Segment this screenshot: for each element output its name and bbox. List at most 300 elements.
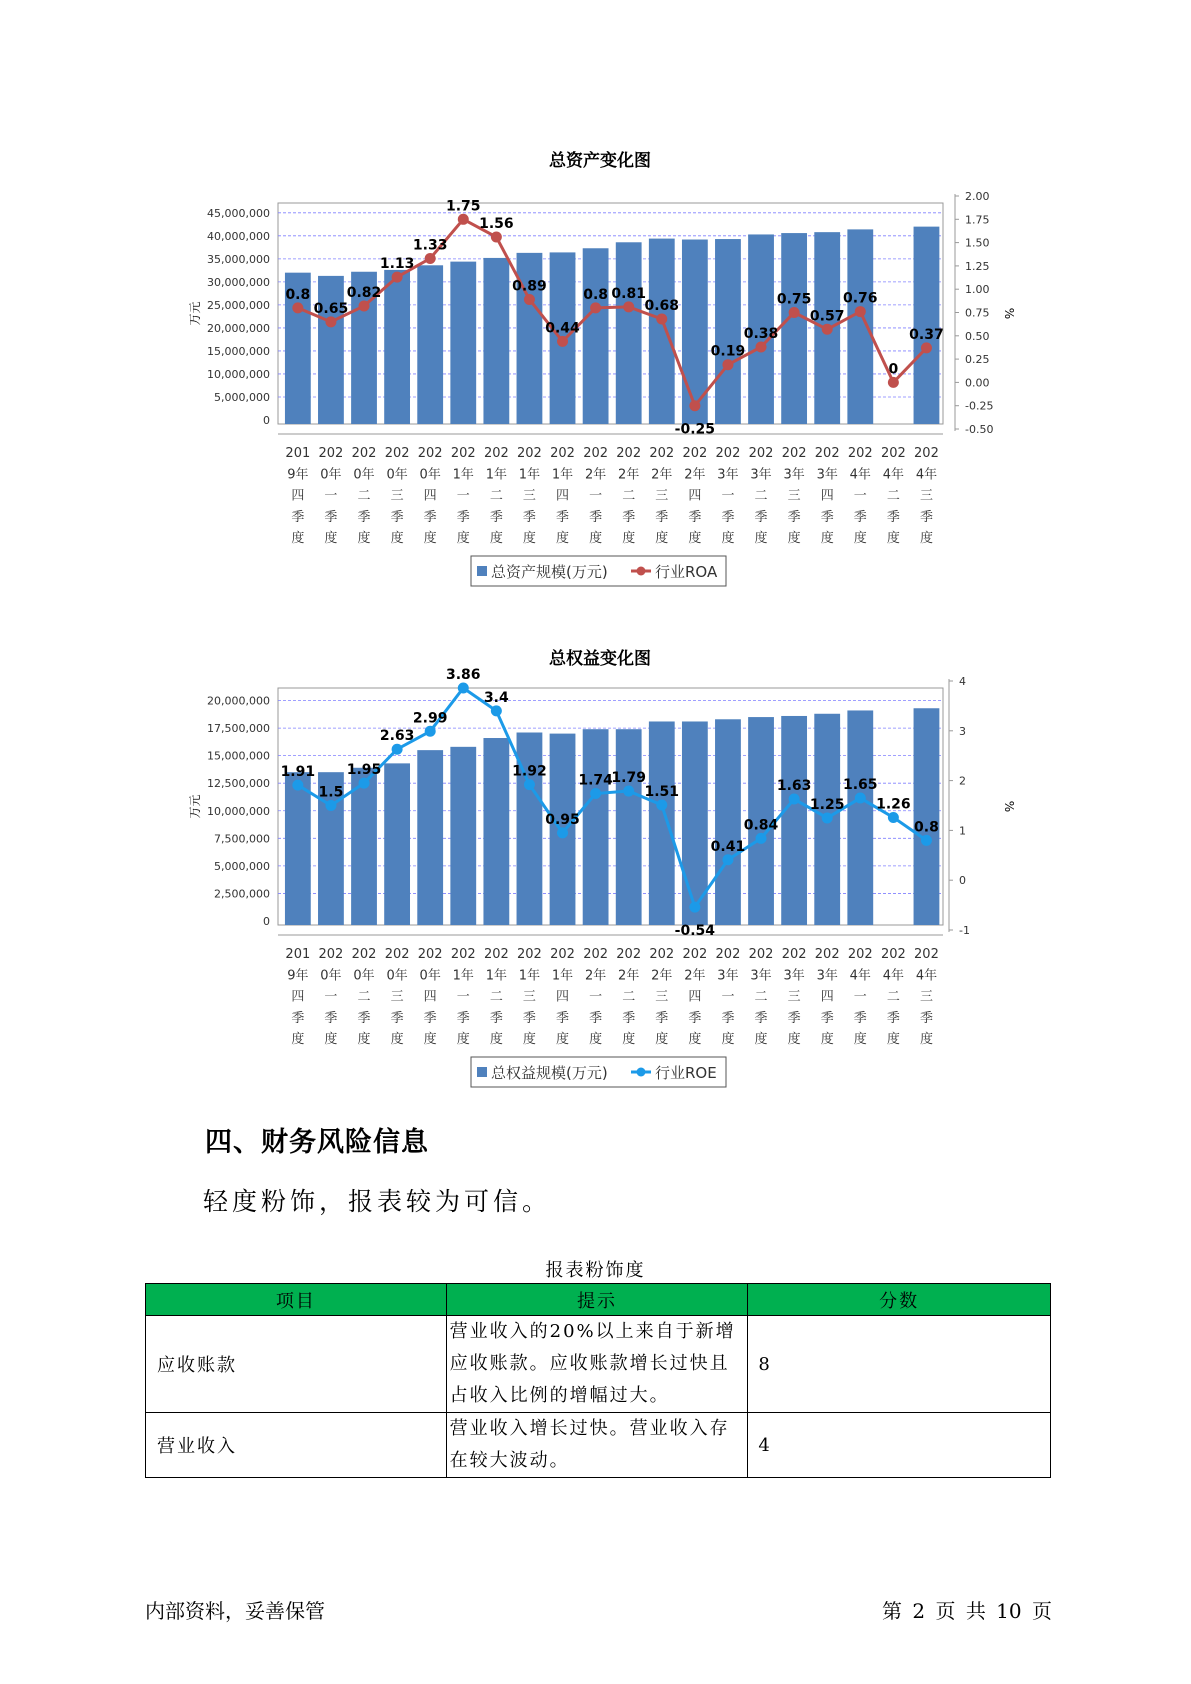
data-label: 1.79 [611, 770, 646, 787]
x-tick-label: 度 [390, 1032, 404, 1048]
row-score: 8 [748, 1316, 1051, 1413]
series-point [623, 786, 634, 797]
x-tick-label: 4年 [915, 467, 938, 483]
data-label: 2.63 [379, 728, 415, 745]
x-tick-label: 季 [589, 1010, 603, 1026]
x-tick-label: 202 [550, 446, 575, 461]
x-tick-label: 202 [616, 446, 642, 461]
y2-tick-label: -0.50 [965, 423, 994, 436]
bar [781, 716, 807, 925]
x-tick-label: 季 [919, 1010, 933, 1026]
x-tick-label: 三 [522, 989, 536, 1005]
x-tick-label: 季 [919, 509, 933, 525]
x-tick-label: 二 [622, 989, 636, 1005]
x-tick-label: 季 [754, 509, 768, 525]
data-label: 0.57 [809, 308, 845, 325]
legend-bar-label: 总权益规模(万元) [491, 1064, 608, 1082]
x-tick-label: 度 [820, 1032, 834, 1048]
x-tick-label: 季 [853, 1010, 867, 1026]
x-tick-label: 度 [423, 531, 437, 547]
x-tick-label: 9年 [287, 968, 309, 984]
x-tick-label: 二 [886, 989, 900, 1005]
x-tick-label: 一 [853, 989, 867, 1005]
x-tick-label: 度 [489, 531, 503, 547]
data-label: 0.89 [512, 278, 547, 295]
x-tick-label: 季 [820, 1010, 834, 1026]
x-tick-label: 度 [853, 531, 867, 547]
x-tick-label: 四 [556, 488, 570, 504]
series-point [789, 794, 800, 805]
x-tick-label: 二 [622, 488, 636, 504]
row-item: 应收账款 [146, 1316, 447, 1413]
x-tick-label: 202 [450, 446, 476, 461]
legend-line-marker [637, 1068, 646, 1077]
data-label: 1.63 [776, 778, 812, 795]
data-label: 1.51 [644, 784, 680, 801]
x-tick-label: 0年 [320, 968, 342, 984]
series-point [425, 726, 436, 737]
x-tick-label: 四 [820, 989, 834, 1005]
col-header-score: 分数 [748, 1284, 1051, 1316]
x-tick-label: 202 [351, 947, 377, 962]
data-label: 1.74 [578, 772, 613, 789]
x-tick-label: 4年 [882, 467, 905, 483]
x-tick-label: 季 [787, 509, 801, 525]
y-axis-label: 万元 [188, 794, 202, 819]
data-label: 2.99 [412, 710, 448, 727]
bar [483, 738, 509, 925]
x-tick-label: 度 [820, 531, 834, 547]
x-tick-label: 二 [754, 989, 768, 1005]
x-tick-label: 度 [886, 1032, 900, 1048]
x-tick-label: 度 [853, 1032, 867, 1048]
x-tick-label: 四 [688, 989, 702, 1005]
series-point [590, 788, 601, 799]
x-tick-label: 2年 [651, 467, 673, 483]
x-tick-label: 3年 [750, 968, 772, 984]
x-tick-label: 季 [556, 1010, 570, 1026]
data-label: 3.86 [446, 666, 481, 683]
col-header-item: 项目 [146, 1284, 447, 1316]
x-tick-label: 二 [357, 989, 371, 1005]
x-tick-label: 4年 [915, 968, 938, 984]
x-tick-label: 四 [556, 989, 570, 1005]
y2-tick-label: 0.25 [965, 353, 990, 367]
x-tick-label: 度 [886, 531, 900, 547]
data-label: 0.95 [545, 811, 580, 828]
x-tick-label: 202 [450, 947, 476, 962]
series-point [458, 682, 469, 693]
data-label: 0.65 [313, 300, 349, 317]
x-tick-label: 三 [655, 989, 669, 1005]
x-tick-label: 三 [655, 488, 669, 504]
x-tick-label: 3年 [717, 467, 739, 483]
y-tick-label: 7,500,000 [214, 832, 270, 846]
col-header-tip: 提示 [446, 1284, 748, 1316]
x-tick-label: 度 [622, 1032, 636, 1048]
x-tick-label: 三 [919, 488, 933, 504]
x-tick-label: 度 [456, 531, 470, 547]
x-tick-label: 一 [853, 488, 867, 504]
x-tick-label: 季 [423, 509, 437, 525]
x-tick-label: 季 [754, 1010, 768, 1026]
x-tick-label: 1年 [551, 968, 574, 984]
x-tick-label: 季 [324, 509, 338, 525]
x-tick-label: 季 [522, 509, 536, 525]
x-tick-label: 季 [655, 1010, 669, 1026]
series-point [656, 800, 667, 811]
x-tick-label: 季 [886, 509, 900, 525]
x-tick-label: 四 [423, 488, 437, 504]
y-tick-label: 20,000,000 [207, 321, 270, 335]
x-tick-label: 度 [589, 531, 603, 547]
y-tick-label: 35,000,000 [207, 252, 270, 266]
x-tick-label: 季 [787, 1010, 801, 1026]
series-point [822, 812, 833, 823]
x-tick-label: 度 [754, 531, 768, 547]
data-label: 0.41 [710, 838, 746, 855]
row-tip: 营业收入的20%以上来自于新增应收账款。应收账款增长过快且占收入比例的增幅过大。 [446, 1316, 748, 1413]
x-tick-label: 季 [721, 509, 735, 525]
y-tick-label: 25,000,000 [207, 298, 270, 312]
x-tick-label: 季 [324, 1010, 338, 1026]
y-tick-label: 20,000,000 [207, 694, 270, 708]
bar [914, 708, 940, 925]
data-label: -0.54 [674, 923, 716, 940]
series-point [325, 800, 336, 811]
x-tick-label: 度 [556, 1032, 570, 1048]
bar [715, 719, 741, 925]
x-tick-label: 202 [417, 446, 443, 461]
x-tick-label: 2年 [584, 968, 607, 984]
x-tick-label: 三 [787, 488, 801, 504]
x-tick-label: 二 [357, 488, 371, 504]
x-tick-label: 季 [886, 1010, 900, 1026]
row-item: 营业收入 [146, 1413, 447, 1478]
x-tick-label: 一 [456, 488, 470, 504]
x-tick-label: 202 [583, 947, 609, 962]
x-tick-label: 季 [357, 1010, 371, 1026]
x-tick-label: 202 [914, 947, 939, 962]
data-label: 1.65 [843, 777, 878, 794]
x-tick-label: 202 [781, 446, 807, 461]
x-tick-label: 度 [423, 1032, 437, 1048]
x-tick-label: 202 [517, 446, 542, 461]
x-tick-label: 4年 [849, 968, 871, 984]
x-tick-label: 度 [787, 531, 801, 547]
y2-tick-label: 0 [959, 874, 966, 888]
data-label: 0.19 [710, 343, 746, 360]
x-tick-label: 季 [688, 1010, 702, 1026]
x-tick-label: 3年 [750, 467, 772, 483]
risk-summary: 轻度粉饰，报表较为可信。 [203, 1187, 552, 1216]
x-tick-label: 202 [847, 947, 873, 962]
y2-tick-label: 2 [959, 774, 966, 788]
x-tick-label: 202 [880, 947, 906, 962]
x-tick-label: 3年 [816, 467, 838, 483]
x-tick-label: 度 [688, 531, 702, 547]
data-label: 1.91 [280, 764, 316, 781]
x-tick-label: 0年 [353, 467, 375, 483]
x-tick-label: 1年 [485, 968, 507, 984]
y2-tick-label: 3 [959, 724, 966, 738]
x-tick-label: 度 [787, 1032, 801, 1048]
data-label: 0.68 [644, 298, 680, 315]
series-point [888, 812, 899, 823]
x-tick-label: 季 [522, 1010, 536, 1026]
bar [351, 768, 377, 925]
x-tick-label: 202 [583, 446, 609, 461]
x-tick-label: 2年 [651, 968, 673, 984]
y-tick-label: 10,000,000 [207, 367, 270, 381]
data-label: 0.38 [743, 325, 779, 342]
x-tick-label: 度 [357, 531, 371, 547]
y-tick-label: 15,000,000 [207, 344, 270, 358]
x-tick-label: 0年 [386, 968, 408, 984]
x-tick-label: 3年 [783, 467, 805, 483]
series-point [292, 780, 303, 791]
x-tick-label: 202 [847, 446, 873, 461]
x-tick-label: 季 [390, 509, 404, 525]
x-tick-label: 201 [285, 947, 311, 962]
x-tick-label: 季 [456, 1010, 470, 1026]
x-tick-label: 1年 [452, 467, 474, 483]
y-tick-label: 45,000,000 [207, 206, 270, 220]
x-tick-label: 201 [285, 446, 311, 461]
section-heading: 四、财务风险信息 [205, 1127, 429, 1158]
bar [285, 772, 311, 925]
x-tick-label: 202 [384, 446, 410, 461]
y-tick-label: 5,000,000 [214, 859, 270, 873]
y-tick-label: 15,000,000 [207, 749, 270, 763]
x-tick-label: 0年 [353, 968, 375, 984]
x-tick-label: 度 [291, 1032, 305, 1048]
bar [583, 729, 609, 925]
legend-bar-label: 总资产规模(万元) [491, 563, 608, 581]
data-label: 0.8 [583, 286, 609, 303]
y2-axis-label: % [1002, 800, 1016, 813]
x-tick-label: 2年 [584, 467, 607, 483]
data-label: 0.8 [285, 286, 311, 303]
series-point [722, 854, 733, 865]
x-tick-label: 度 [324, 1032, 338, 1048]
x-tick-label: 202 [748, 446, 774, 461]
series-point [524, 779, 535, 790]
bar [616, 729, 642, 925]
x-tick-label: 度 [919, 531, 933, 547]
x-tick-label: 季 [655, 509, 669, 525]
x-tick-label: 一 [589, 488, 603, 504]
data-label: 1.75 [446, 198, 481, 215]
row-score: 4 [748, 1413, 1051, 1478]
x-tick-label: 202 [351, 446, 377, 461]
x-tick-label: 三 [919, 989, 933, 1005]
x-tick-label: 度 [357, 1032, 371, 1048]
x-tick-label: 202 [649, 947, 675, 962]
y-tick-label: 2,500,000 [214, 887, 270, 901]
x-tick-label: 2年 [618, 968, 640, 984]
x-tick-label: 度 [655, 1032, 669, 1048]
x-tick-label: 202 [914, 446, 939, 461]
chart-title: 总权益变化图 [549, 649, 651, 669]
x-tick-label: 202 [814, 446, 840, 461]
x-tick-label: 4年 [882, 968, 905, 984]
footer-confidential: 内部资料，妥善保管 [145, 1599, 325, 1623]
y2-tick-label: 1.25 [965, 259, 990, 273]
y2-tick-label: 0.75 [965, 306, 990, 320]
series-point [855, 793, 866, 804]
x-tick-label: 季 [423, 1010, 437, 1026]
data-label: 0.84 [743, 817, 779, 834]
data-label: 1.33 [412, 237, 448, 254]
x-tick-label: 2年 [618, 467, 640, 483]
x-tick-label: 季 [589, 509, 603, 525]
data-label: 0.75 [776, 291, 812, 308]
bar [847, 710, 873, 925]
series-point [359, 778, 370, 789]
series-point [557, 827, 568, 838]
y2-tick-label: 1 [959, 824, 966, 838]
x-tick-label: 一 [589, 989, 603, 1005]
y2-tick-label: 2.00 [965, 190, 990, 203]
x-tick-label: 四 [820, 488, 834, 504]
data-label: 1.95 [346, 762, 382, 779]
x-tick-label: 3年 [783, 968, 805, 984]
y2-tick-label: -1 [959, 924, 970, 937]
x-tick-label: 202 [417, 947, 443, 962]
x-tick-label: 二 [754, 488, 768, 504]
y2-axis-label: % [1002, 307, 1016, 320]
x-tick-label: 202 [649, 446, 675, 461]
y-tick-label: 5,000,000 [214, 390, 270, 404]
legend-line-label: 行业ROE [655, 1064, 717, 1082]
series-point [921, 835, 932, 846]
x-tick-label: 2年 [684, 467, 706, 483]
data-label: 0.81 [611, 285, 646, 302]
x-tick-label: 季 [489, 509, 503, 525]
x-tick-label: 二 [886, 488, 900, 504]
x-tick-label: 度 [522, 531, 536, 547]
x-tick-label: 202 [715, 446, 741, 461]
legend-bar-swatch [477, 1067, 487, 1077]
y2-tick-label: 4 [959, 675, 966, 688]
x-tick-label: 202 [384, 947, 410, 962]
chart-title: 总资产变化图 [549, 151, 651, 171]
x-tick-label: 202 [880, 446, 906, 461]
x-tick-label: 度 [721, 1032, 735, 1048]
data-label: 0.76 [843, 290, 878, 307]
x-tick-label: 202 [318, 446, 344, 461]
x-tick-label: 1年 [485, 467, 507, 483]
x-tick-label: 季 [688, 509, 702, 525]
x-tick-label: 季 [853, 509, 867, 525]
x-tick-label: 度 [556, 531, 570, 547]
x-tick-label: 四 [688, 488, 702, 504]
x-tick-label: 3年 [816, 968, 838, 984]
row-tip: 营业收入增长过快。营业收入存在较大波动。 [446, 1413, 748, 1478]
x-tick-label: 季 [291, 1010, 305, 1026]
bar [649, 721, 675, 925]
x-tick-label: 季 [456, 509, 470, 525]
x-tick-label: 度 [390, 531, 404, 547]
x-tick-label: 1年 [518, 968, 541, 984]
data-label: -0.25 [674, 421, 716, 438]
y-tick-label: 40,000,000 [207, 229, 270, 243]
table-row [146, 1413, 1051, 1478]
x-tick-label: 度 [489, 1032, 503, 1048]
x-tick-label: 1年 [518, 467, 541, 483]
x-tick-label: 一 [721, 488, 735, 504]
data-label: 1.26 [876, 796, 911, 813]
data-label: 1.92 [512, 763, 547, 780]
table-row [146, 1316, 1051, 1413]
data-label: 0 [888, 361, 899, 378]
x-tick-label: 度 [754, 1032, 768, 1048]
y2-tick-label: 0.00 [965, 376, 990, 390]
data-label: 1.5 [318, 784, 344, 801]
x-tick-label: 度 [291, 531, 305, 547]
x-tick-label: 度 [721, 531, 735, 547]
x-tick-label: 度 [589, 1032, 603, 1048]
series-point [392, 744, 403, 755]
series-point [491, 705, 502, 716]
x-tick-label: 3年 [717, 968, 739, 984]
x-tick-label: 202 [682, 947, 708, 962]
x-tick-label: 202 [616, 947, 642, 962]
series-point [689, 902, 700, 913]
x-tick-label: 202 [682, 446, 708, 461]
x-tick-label: 二 [489, 488, 503, 504]
y-tick-label: 12,500,000 [207, 777, 270, 791]
x-tick-label: 202 [781, 947, 807, 962]
x-tick-label: 季 [820, 509, 834, 525]
x-tick-label: 202 [748, 947, 774, 962]
x-tick-label: 三 [390, 488, 404, 504]
y-tick-label: 0 [263, 915, 270, 928]
x-tick-label: 三 [522, 488, 536, 504]
x-tick-label: 度 [688, 1032, 702, 1048]
y-tick-label: 17,500,000 [207, 722, 270, 736]
x-tick-label: 2年 [684, 968, 706, 984]
x-tick-label: 季 [622, 1010, 636, 1026]
x-tick-label: 季 [556, 509, 570, 525]
data-label: 1.56 [479, 216, 514, 233]
data-label: 0.8 [914, 819, 939, 836]
table-header-row [146, 1284, 1051, 1316]
data-label: 0.82 [346, 284, 382, 301]
x-tick-label: 202 [715, 947, 741, 962]
x-tick-label: 四 [291, 488, 305, 504]
x-tick-label: 四 [291, 989, 305, 1005]
bar [417, 750, 443, 925]
footer-page-number: 第 2 页 共 10 页 [882, 1599, 1052, 1623]
y-tick-label: 0 [263, 414, 270, 427]
x-tick-label: 0年 [386, 467, 408, 483]
x-tick-label: 四 [423, 989, 437, 1005]
window-dressing-table [145, 1283, 1051, 1478]
y2-tick-label: -0.25 [965, 399, 994, 413]
legend-line-label: 行业ROA [655, 563, 718, 581]
data-label: 3.4 [483, 689, 509, 706]
x-tick-label: 二 [489, 989, 503, 1005]
x-tick-label: 季 [291, 509, 305, 525]
x-tick-label: 202 [814, 947, 840, 962]
data-label: 0.37 [909, 326, 944, 343]
x-tick-label: 202 [318, 947, 344, 962]
x-tick-label: 202 [550, 947, 575, 962]
x-tick-label: 季 [390, 1010, 404, 1026]
x-tick-label: 度 [655, 531, 669, 547]
